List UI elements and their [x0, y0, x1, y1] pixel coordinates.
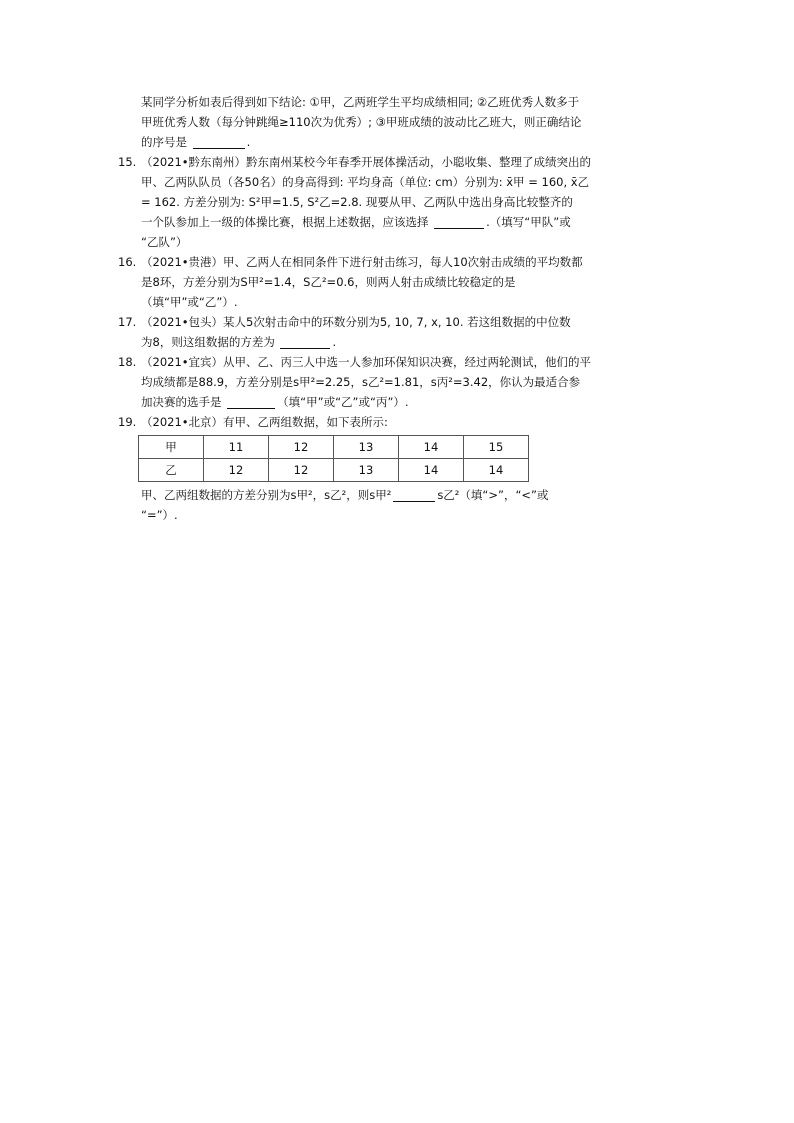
question-16-line: （填“甲”或“乙”）.: [141, 295, 238, 309]
question-15-line: [118, 152, 682, 172]
question-17-line: [118, 332, 682, 352]
table-cell: 甲: [139, 436, 204, 459]
table-cell: 11: [204, 436, 269, 459]
question-number: 17.: [118, 315, 137, 329]
question-number: 16.: [118, 255, 137, 269]
question-19-line: “=”）.: [141, 508, 178, 522]
question-text: 加决赛的选手是: [141, 395, 222, 409]
table-row-jia: [139, 436, 529, 459]
table-row-yi: [139, 459, 529, 482]
question-text: .: [246, 135, 251, 149]
table-cell: 12: [269, 459, 334, 482]
question-18-line: [118, 392, 682, 412]
question-continuation-line: [118, 132, 682, 152]
answer-blank: [193, 134, 245, 149]
questions-block: [118, 92, 682, 525]
question-text: （2021•贵港）甲、乙两人在相同条件下进行射击练习，每人10次射击成绩的平均数都: [141, 255, 583, 269]
question-15-line: 甲、乙两队队员（各50名）的身高得到: 平均身高（单位: cm）分别为: x̄甲 = 160, x̄乙: [141, 175, 590, 189]
table-cell: 乙: [139, 459, 204, 482]
table-cell: 15: [464, 436, 529, 459]
question-18-line: [118, 352, 682, 372]
question-text: （2021•北京）有甲、乙两组数据，如下表所示:: [141, 415, 388, 429]
table-cell: 14: [399, 459, 464, 482]
question-continuation-line: 某同学分析如表后得到如下结论: ①甲，乙两班学生平均成绩相同; ②乙班优秀人数多于: [141, 95, 580, 109]
question-text: （2021•包头）某人5次射击命中的环数分别为5, 10, 7, x, 10. 若这组数据的中位数: [141, 315, 571, 329]
question-number: 19.: [118, 415, 137, 429]
table-cell: 14: [399, 436, 464, 459]
question-text: （2021•宜宾）从甲、乙、丙三人中选一人参加环保知识决赛，经过两轮测试，他们的平: [141, 355, 592, 369]
question-text: s乙²（填“>”，“<”或: [437, 488, 549, 502]
question-17-line: [118, 312, 682, 332]
question-18-line: 均成绩都是88.9，方差分别是s甲²=2.25，s乙²=1.81，s丙²=3.42，你认为最适合参: [141, 375, 581, 389]
table-cell: 13: [334, 459, 399, 482]
question-text: 为8，则这组数据的方差为: [141, 335, 275, 349]
table-cell: 12: [269, 436, 334, 459]
question-text: （填“甲”或“乙”或“丙”）.: [277, 395, 409, 409]
answer-blank: [280, 334, 330, 349]
question-text: 甲、乙两组数据的方差分别为s甲²，s乙²，则s甲²: [141, 488, 392, 502]
table-cell: 13: [334, 436, 399, 459]
answer-blank: [227, 394, 275, 409]
question-19-line: [118, 485, 682, 505]
answer-blank: [393, 487, 435, 502]
question-text: .（填写“甲队”或: [486, 215, 571, 229]
question-text: .: [332, 335, 337, 349]
question-number: 18.: [118, 355, 137, 369]
question-15-line: [118, 212, 682, 232]
question-15-line: = 162. 方差分别为: S²甲=1.5, S²乙=2.8. 现要从甲、乙两队中选出身高比较整齐的: [141, 195, 573, 209]
question-text: 是8环，方差分别为S甲²=1.4，S乙²=0.6，则两人射击成绩比较稳定的是: [141, 275, 516, 289]
question-19-line: [118, 412, 682, 432]
question-16-line: [118, 272, 682, 292]
answer-blank: [434, 214, 484, 229]
question-text: 一个队参加上一级的体操比赛，根据上述数据，应该选择: [141, 215, 429, 229]
question-text: 的序号是: [141, 135, 187, 149]
question-text: （2021•黔东南州）黔东南州某校今年春季开展体操活动，小聪收集、整理了成绩突出的: [141, 155, 592, 169]
question-15-line: “乙队”）: [141, 235, 188, 249]
data-table: [138, 435, 529, 482]
question-number: 15.: [118, 155, 137, 169]
table-cell: 14: [464, 459, 529, 482]
question-16-line: [118, 252, 682, 272]
table-cell: 12: [204, 459, 269, 482]
question-continuation-line: 甲班优秀人数（每分钟跳绳≥110次为优秀）; ③甲班成绩的波动比乙班大，则正确结论: [141, 115, 582, 129]
